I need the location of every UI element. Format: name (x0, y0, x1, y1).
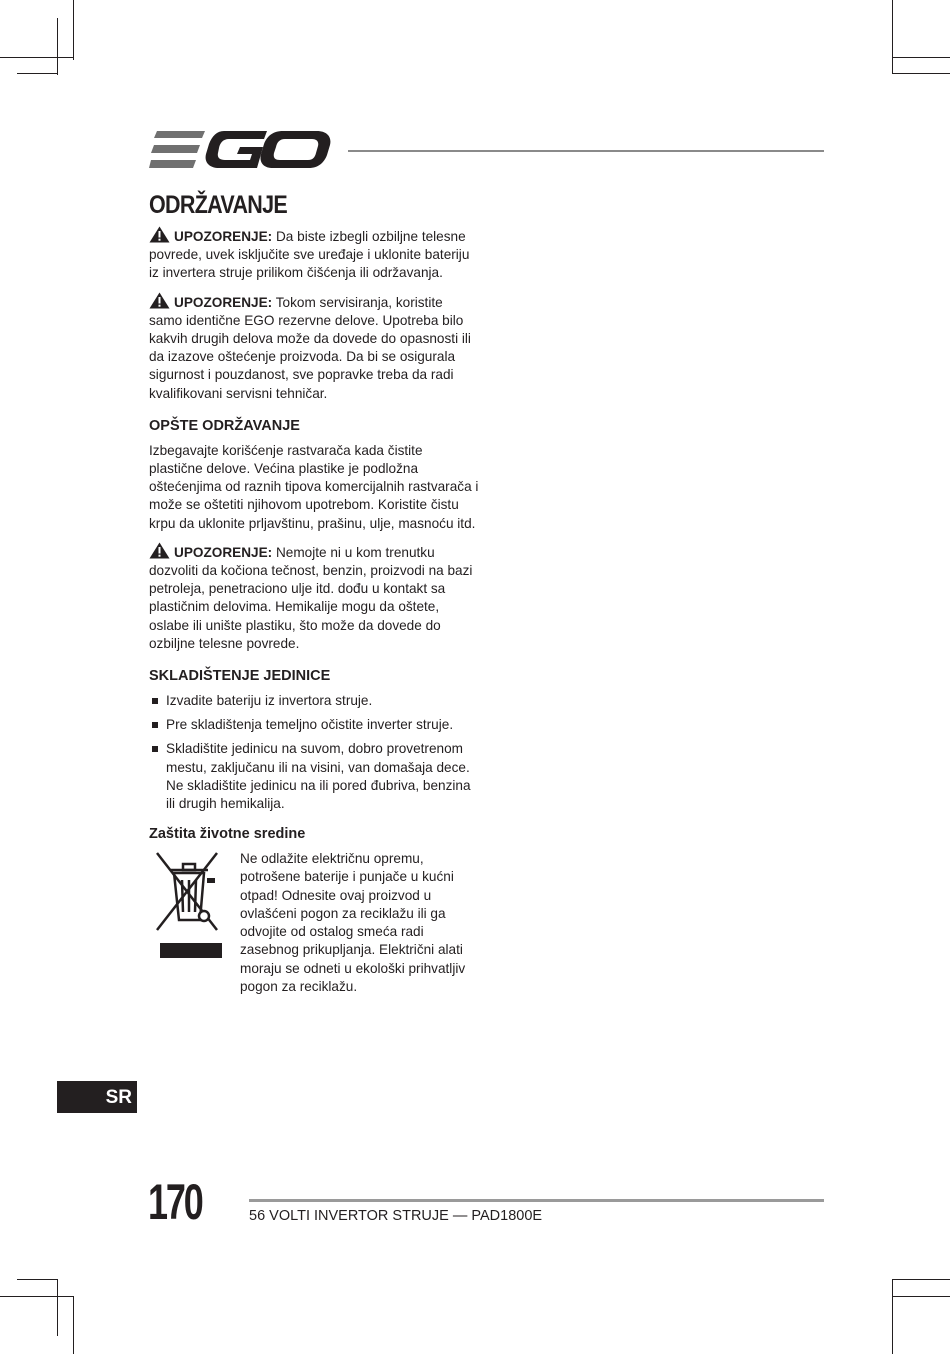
list-item-text: Skladištite jedinicu na suvom, dobro provetrenom mestu, zaključanu ili na visini, van domašaja dece. Ne skladištite jedinicu na ili pored đubriva, benzina ili drugih hemikalija. (166, 741, 471, 812)
crop-mark (892, 0, 893, 74)
crop-mark (57, 1279, 58, 1336)
warning-label: UPOZORENJE: (174, 294, 273, 310)
header-rule (348, 150, 824, 152)
crop-mark (73, 0, 74, 60)
general-maintenance-heading: OPŠTE ODRŽAVANJE (149, 417, 300, 434)
list-item (149, 716, 479, 734)
warning-text: Tokom servisiranja, koristite samo identične EGO rezervne delove. Upotreba bilo kakvih drugih delova može da dovede do opasnosti ili da izazove oštećenje proizvoda. Da bi se osigurala sigurnost i pouzdanost, sve popravke treba da radi kvalifikovani servisni tehničar. (149, 294, 471, 401)
crop-mark (73, 1296, 74, 1354)
storage-list (149, 692, 479, 813)
list-item-text: Pre skladištenja temeljno očistite inverter struje. (166, 717, 454, 733)
warning-label: UPOZORENJE: (174, 229, 273, 244)
warning-icon (149, 542, 170, 559)
warning-label: UPOZORENJE: (174, 544, 273, 560)
crop-mark (892, 57, 950, 58)
bullet-square-icon (152, 722, 158, 728)
warning-2 (149, 292, 479, 403)
crop-mark (0, 1296, 74, 1297)
warning-text: Da biste izbegli ozbiljne telesne povrede, uvek isključite sve uređaje i uklonite bateriju iz invertera struje prilikom čišćenja ili održavanja. (149, 229, 470, 281)
warning-icon (149, 226, 170, 243)
crop-mark (892, 1279, 950, 1280)
page-number: 170 (148, 1174, 202, 1230)
warning-text: Nemojte ni u kom trenutku dozvoliti da kočiona tečnost, benzin, proizvodi na bazi petroleja, penetraciono ulje itd. dođu u kontakt sa plastičnim delovima. Hemikalije mogu da oštete, oslabe ili unište plastiku, što može da dovede do ozbiljne telesne povrede. (149, 544, 473, 651)
crop-mark (892, 73, 950, 74)
language-tab: SR (57, 1081, 137, 1113)
crossed-out-bin-icon (152, 850, 228, 962)
warning-1 (149, 226, 479, 283)
footer-rule (249, 1199, 824, 1202)
footer-title: 56 VOLTI INVERTOR STRUJE — PAD1800E (249, 1208, 543, 1224)
crop-mark (0, 57, 74, 58)
content-column (149, 190, 479, 996)
crop-mark (17, 1279, 57, 1280)
warning-icon (149, 292, 170, 309)
general-maintenance-text: Izbegavajte korišćenje rastvarača kada čistite plastične delove. Većina plastike je podložna oštećenjima od raznih tipova komercijalnih rastvarača i može se oštetiti njihovom upotrebom. Koristite čistu krpu da uklonite prljavštinu, prašinu, ulje, masnoću itd. (149, 442, 479, 531)
environment-text: Ne odlažite električnu opremu, potrošene baterije i punjače u kućni otpad! Odnesite ovaj proizvod u ovlašćeni pogon za reciklažu ili ga odvojite od ostalog smeća radi zasebnog prikupljanja. Električni alati moraju se odneti u ekološki prihvatljiv pogon za reciklažu. (240, 851, 466, 994)
list-item (149, 740, 479, 813)
storage-heading: SKLADIŠTENJE JEDINICE (149, 668, 331, 685)
crop-mark (892, 1296, 950, 1297)
list-item (149, 692, 479, 710)
environment-heading: Zaštita životne sredine (149, 826, 306, 843)
bullet-square-icon (152, 746, 158, 752)
crop-mark (57, 18, 58, 75)
bullet-square-icon (152, 698, 158, 704)
list-item-text: Izvadite bateriju iz invertora struje. (166, 693, 373, 709)
warning-3 (149, 542, 479, 653)
environment-block (149, 850, 479, 996)
section-title: ODRŽAVANJE (149, 191, 288, 219)
crop-mark (17, 73, 57, 74)
ego-logo (149, 128, 331, 172)
crop-mark (892, 1279, 893, 1354)
